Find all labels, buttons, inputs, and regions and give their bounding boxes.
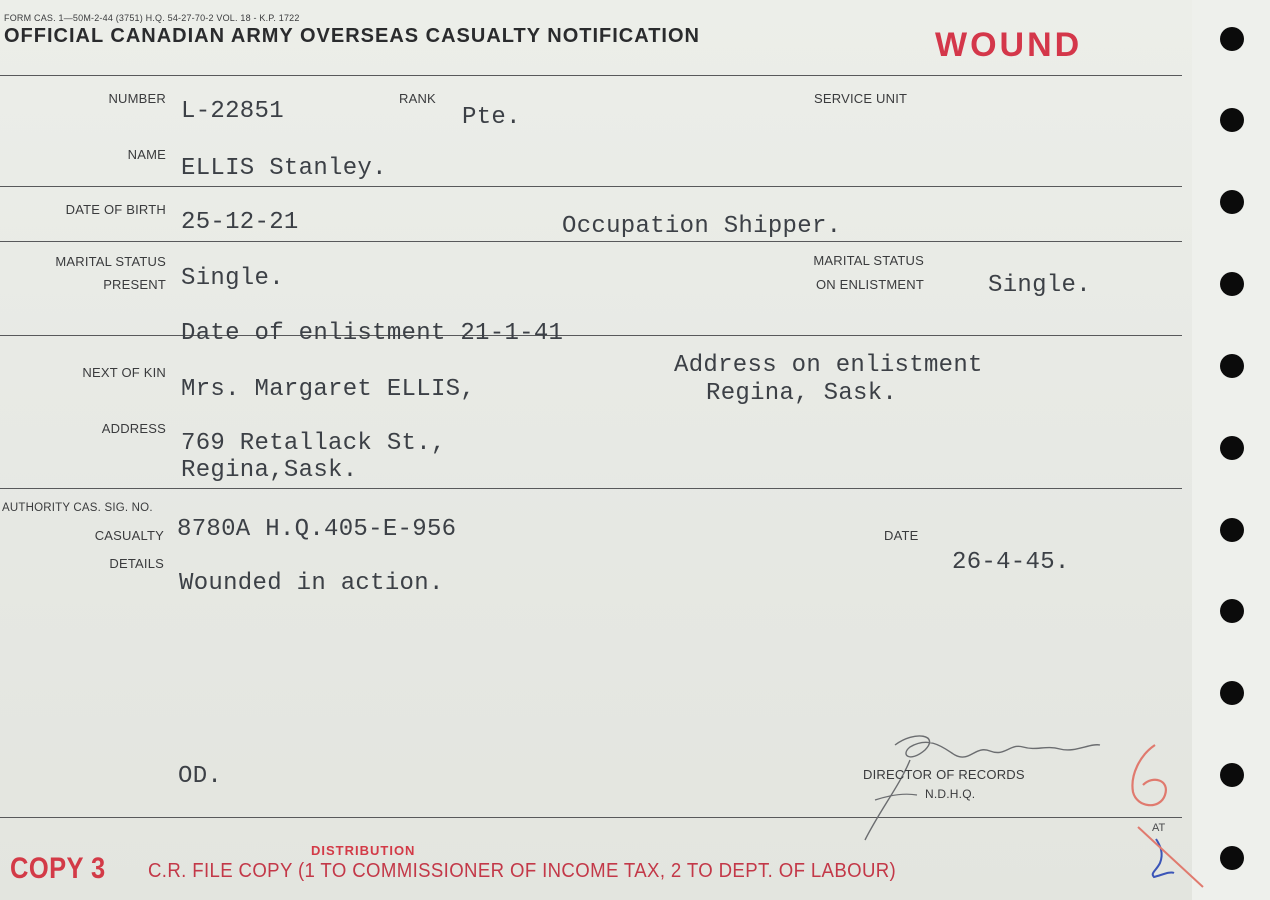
marital-status-enlistment-label: MARITAL STATUS bbox=[813, 253, 924, 268]
present-label: PRESENT bbox=[103, 277, 166, 292]
punch-hole bbox=[1220, 846, 1244, 870]
details-label: DETAILS bbox=[109, 556, 164, 571]
on-enlistment-label: ON ENLISTMENT bbox=[815, 277, 924, 292]
punch-hole bbox=[1220, 436, 1244, 460]
form-number: FORM CAS. 1—50M-2-44 (3751) H.Q. 54-27-70-2 VOL. 18 - K.P. 1722 bbox=[4, 13, 300, 23]
director-of-records-label: DIRECTOR OF RECORDS bbox=[863, 767, 1025, 782]
form-title: OFFICIAL CANADIAN ARMY OVERSEAS CASUALTY NOTIFICATION bbox=[4, 25, 700, 47]
punch-hole bbox=[1220, 518, 1244, 542]
next-of-kin-label: NEXT OF KIN bbox=[82, 365, 166, 380]
divider bbox=[0, 241, 1182, 242]
distribution-heading: DISTRIBUTION bbox=[311, 843, 416, 858]
director-signature bbox=[855, 725, 1105, 845]
date-of-birth-label: DATE OF BIRTH bbox=[65, 202, 166, 217]
punch-hole bbox=[1220, 27, 1244, 51]
casualty-details-value: Wounded in action. bbox=[179, 570, 444, 597]
punch-hole bbox=[1220, 108, 1244, 132]
address-line-1: 769 Retallack St., bbox=[181, 430, 446, 457]
address-on-enlistment-label: Address on enlistment bbox=[674, 352, 983, 379]
ndhq-label: N.D.H.Q. bbox=[925, 787, 976, 801]
address-on-enlistment-value: Regina, Sask. bbox=[706, 380, 898, 407]
service-unit-label: SERVICE UNIT bbox=[814, 91, 908, 106]
address-label: ADDRESS bbox=[101, 421, 166, 436]
rank-label: RANK bbox=[399, 91, 436, 106]
wound-stamp: WOUND bbox=[935, 26, 1083, 64]
date-of-birth-value: 25-12-21 bbox=[181, 209, 299, 236]
number-label: NUMBER bbox=[108, 91, 166, 106]
marital-status-label: MARITAL STATUS bbox=[55, 254, 166, 269]
name-label: NAME bbox=[127, 147, 166, 162]
date-label: DATE bbox=[884, 528, 919, 543]
divider bbox=[0, 186, 1182, 187]
authority-value: 8780A H.Q.405-E-956 bbox=[177, 516, 457, 543]
punch-hole bbox=[1220, 763, 1244, 787]
marital-status-present-value: Single. bbox=[181, 265, 284, 292]
address-line-2: Regina,Sask. bbox=[181, 457, 358, 484]
divider bbox=[0, 75, 1182, 76]
corner-mark-text: AT bbox=[1152, 822, 1166, 834]
distribution-text: C.R. FILE COPY (1 TO COMMISSIONER OF INCOME TAX, 2 TO DEPT. OF LABOUR) bbox=[148, 860, 897, 882]
punch-hole bbox=[1220, 681, 1244, 705]
date-value: 26-4-45. bbox=[952, 549, 1070, 576]
punch-hole bbox=[1220, 354, 1244, 378]
name-value: ELLIS Stanley. bbox=[181, 155, 387, 182]
occupation-value: Occupation Shipper. bbox=[562, 213, 842, 240]
divider bbox=[0, 335, 1182, 336]
red-pencil-mark bbox=[1125, 740, 1185, 815]
next-of-kin-value: Mrs. Margaret ELLIS, bbox=[181, 376, 476, 403]
punch-hole bbox=[1220, 190, 1244, 214]
authority-label: AUTHORITY CAS. SIG. NO. bbox=[2, 502, 153, 514]
corner-pencil-mark bbox=[1128, 815, 1208, 895]
copy-number: COPY 3 bbox=[10, 852, 106, 885]
date-of-enlistment: Date of enlistment 21-1-41 bbox=[181, 320, 564, 347]
service-number: L-22851 bbox=[181, 98, 284, 125]
od-initials: OD. bbox=[178, 763, 223, 790]
punch-hole bbox=[1220, 272, 1244, 296]
rank-value: Pte. bbox=[462, 104, 521, 131]
casualty-label: CASUALTY bbox=[94, 528, 164, 543]
divider bbox=[0, 488, 1182, 489]
marital-status-enlistment-value: Single. bbox=[988, 272, 1091, 299]
punch-hole bbox=[1220, 599, 1244, 623]
